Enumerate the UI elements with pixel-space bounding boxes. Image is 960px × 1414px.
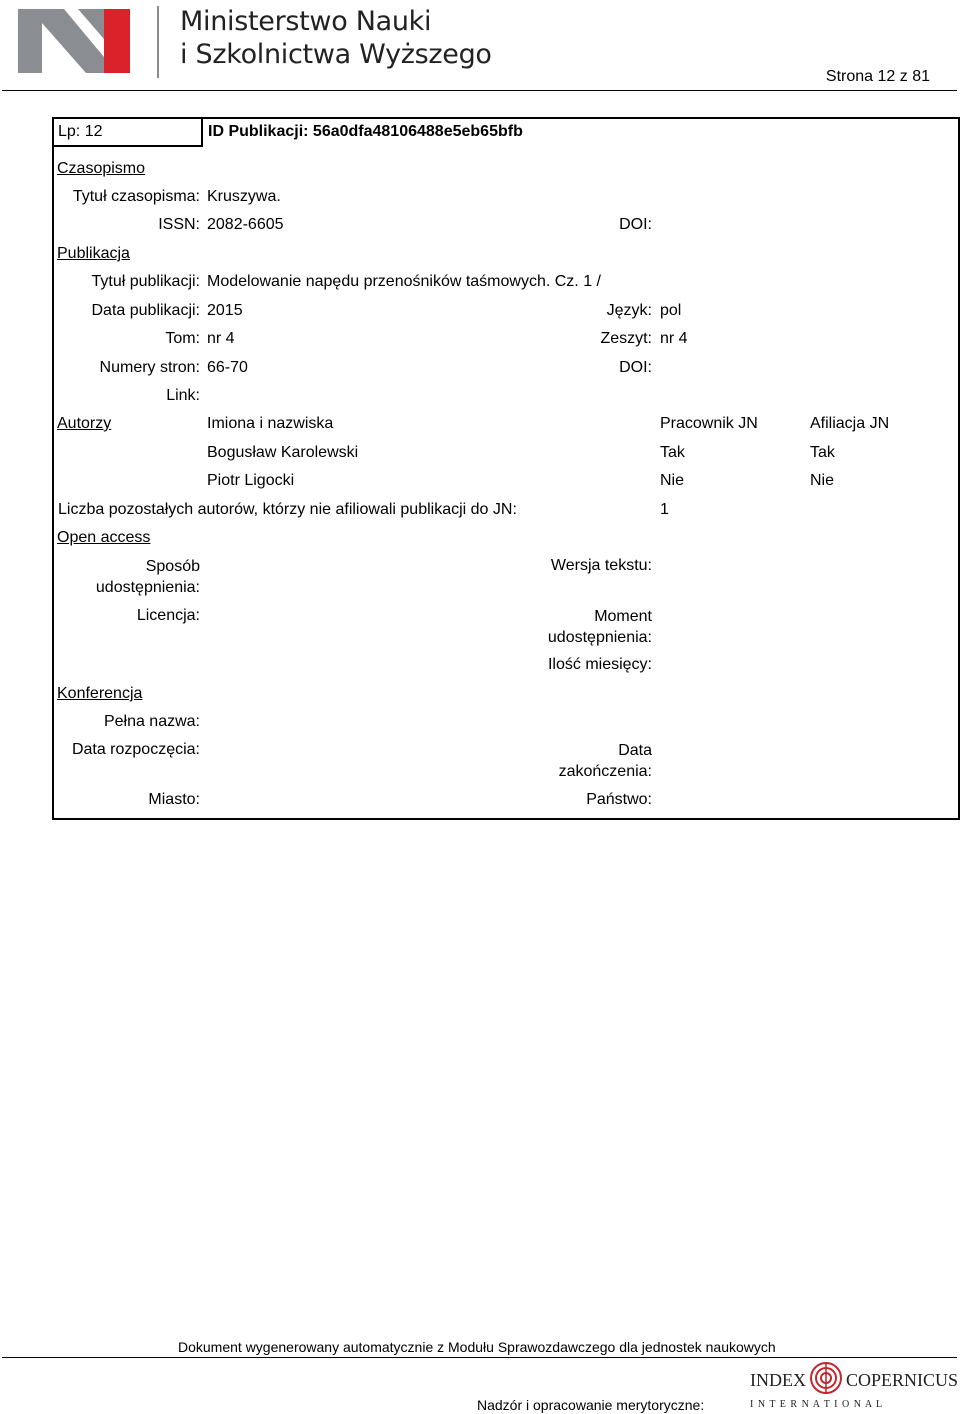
language-value: pol xyxy=(660,302,682,319)
issn-label: ISSN: xyxy=(158,216,200,233)
publication-date-label: Data publikacji: xyxy=(91,302,200,319)
ic-copernicus-text: COPERNICUS xyxy=(846,1370,959,1390)
authors-col-names: Imiona i nazwiska xyxy=(207,415,334,432)
ic-international-text: I N T E R N A T I O N A L xyxy=(750,1399,884,1410)
ic-index-text: INDEX xyxy=(750,1370,806,1390)
section-publikacja: Publikacja xyxy=(57,245,130,262)
issn-value: 2082-6605 xyxy=(207,216,284,233)
header-divider-vertical xyxy=(157,6,159,78)
author-affiliation: Nie xyxy=(810,472,835,489)
author-affiliation: Tak xyxy=(810,444,835,461)
page-info: Strona 12 z 81 xyxy=(825,68,930,85)
sharing-method-label: Sposób udostępnienia: xyxy=(95,558,200,596)
sharing-moment-label: Moment udostępnienia: xyxy=(547,608,652,646)
link-label: Link: xyxy=(166,387,200,404)
issue-value: nr 4 xyxy=(660,330,688,347)
start-date-label: Data rozpoczęcia: xyxy=(71,741,200,758)
text-version-label: Wersja tekstu: xyxy=(550,557,652,574)
license-label: Licencja: xyxy=(136,607,200,624)
authors-col-affiliation: Afiliacja JN xyxy=(810,415,890,432)
journal-title-label: Tytuł czasopisma: xyxy=(72,188,200,205)
author-name: Bogusław Karolewski xyxy=(207,444,359,461)
section-open-access: Open access xyxy=(57,529,151,546)
end-date-label: Data zakończenia: xyxy=(558,742,652,780)
remaining-authors-value: 1 xyxy=(660,501,669,518)
footer-supervision-note: Nadzór i opracowanie merytoryczne: xyxy=(477,1397,705,1413)
lp-number: Lp: 12 xyxy=(58,123,103,140)
issue-label: Zeszyt: xyxy=(600,330,652,347)
journal-doi-label: DOI: xyxy=(619,216,652,233)
section-czasopismo: Czasopismo xyxy=(57,160,146,177)
footer-rule xyxy=(2,1357,957,1358)
country-label: Państwo: xyxy=(586,791,652,808)
footer-generated-note: Dokument wygenerowany automatycznie z Modułu Sprawozdawczego dla jednostek naukowych xyxy=(178,1339,776,1355)
authors-col-employee: Pracownik JN xyxy=(660,415,758,432)
author-employee: Nie xyxy=(660,472,685,489)
section-konferencja: Konferencja xyxy=(57,685,143,702)
section-autorzy: Autorzy xyxy=(57,415,112,432)
publication-id: ID Publikacji: 56a0dfa48106488e5eb65bfb xyxy=(208,123,523,140)
volume-value: nr 4 xyxy=(207,330,235,347)
ministry-name-line2: i Szkolnictwa Wyższego xyxy=(180,39,492,70)
index-copernicus-logo xyxy=(748,1360,960,1413)
publication-title-value: Modelowanie napędu przenośników taśmowych. Cz. 1 / xyxy=(207,273,601,290)
journal-title-value: Kruszywa. xyxy=(207,188,281,205)
publication-date-value: 2015 xyxy=(207,302,243,319)
ic-circle-mark xyxy=(808,1360,844,1396)
ministry-logo xyxy=(12,5,137,77)
author-employee: Tak xyxy=(660,444,685,461)
publication-doi-label: DOI: xyxy=(619,359,652,376)
ministry-name-line1: Ministerstwo Nauki xyxy=(180,6,432,37)
header-rule xyxy=(2,90,957,91)
pages-value: 66-70 xyxy=(207,359,248,376)
volume-label: Tom: xyxy=(165,330,200,347)
city-label: Miasto: xyxy=(148,791,200,808)
language-label: Język: xyxy=(606,302,652,319)
publication-title-label: Tytuł publikacji: xyxy=(91,273,200,290)
author-name: Piotr Ligocki xyxy=(207,472,295,489)
months-count-label: Ilość miesięcy: xyxy=(547,656,652,673)
conference-name-label: Pełna nazwa: xyxy=(103,713,200,730)
remaining-authors-label: Liczba pozostałych autorów, którzy nie afiliowali publikacji do JN: xyxy=(58,501,517,518)
pages-label: Numery stron: xyxy=(99,359,200,376)
